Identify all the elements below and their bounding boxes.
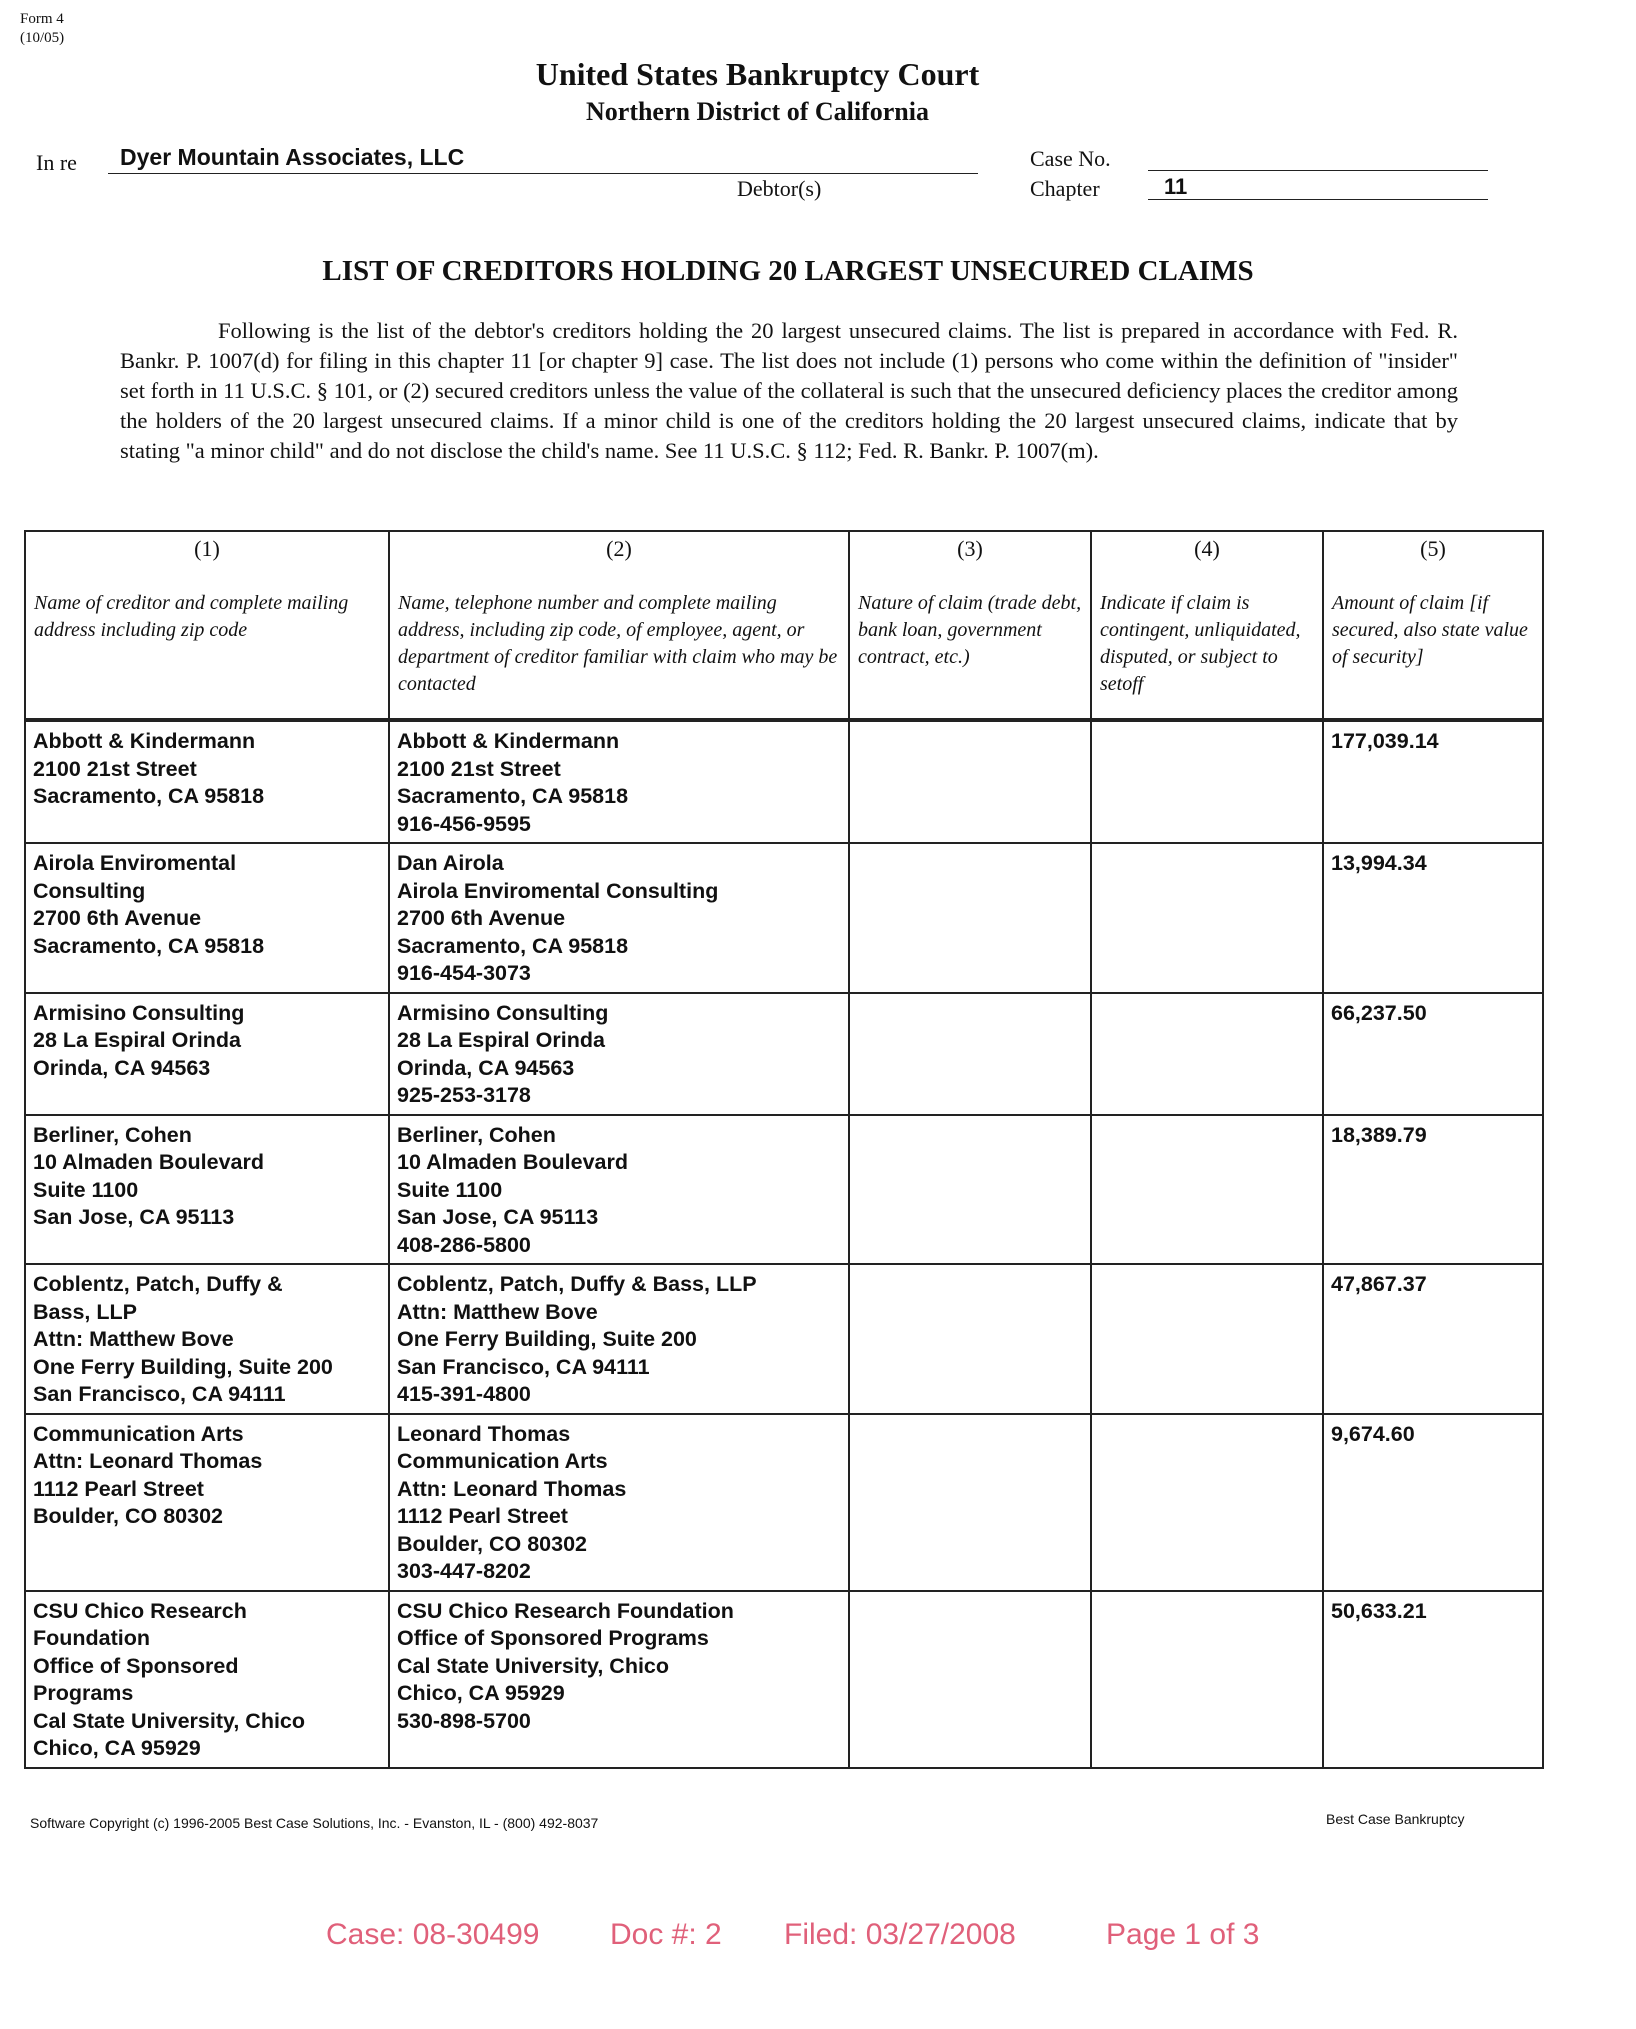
table-row xyxy=(25,720,1543,843)
column-header-4 xyxy=(1091,531,1323,720)
nature-cell xyxy=(849,1414,1091,1591)
creditor-cell: Coblentz, Patch, Duffy & Bass, LLP Attn: Matthew Bove One Ferry Building, Suite 200 San Francisco, CA 94111 xyxy=(25,1264,389,1414)
software-copyright: Software Copyright (c) 1996-2005 Best Case Solutions, Inc. - Evanston, IL - (800) 492-8037 xyxy=(30,1815,599,1831)
contact-cell: CSU Chico Research Foundation Office of Sponsored Programs Cal State University, Chico Chico, CA 95929 530-898-5700 xyxy=(389,1591,849,1768)
column-number: (1) xyxy=(194,536,220,561)
table-row xyxy=(25,1414,1543,1591)
creditor-cell: Communication Arts Attn: Leonard Thomas 1112 Pearl Street Boulder, CO 80302 xyxy=(25,1414,389,1591)
indicator-cell xyxy=(1091,1414,1323,1591)
case-number-label: Case No. xyxy=(1030,146,1111,171)
nature-cell xyxy=(849,1264,1091,1414)
amount-cell: 66,237.50 xyxy=(1323,993,1543,1115)
stamp-case-number: Case: 08-30499 xyxy=(326,1918,540,1951)
column-number: (3) xyxy=(957,536,983,561)
indicator-cell xyxy=(1091,993,1323,1115)
amount-cell: 50,633.21 xyxy=(1323,1591,1543,1768)
amount-cell: 9,674.60 xyxy=(1323,1414,1543,1591)
indicator-cell xyxy=(1091,1115,1323,1265)
column-number: (4) xyxy=(1194,536,1220,561)
contact-cell: Leonard Thomas Communication Arts Attn: Leonard Thomas 1112 Pearl Street Boulder, CO 80302 303-447-8202 xyxy=(389,1414,849,1591)
column-label: Name, telephone number and complete mailing address, including zip code, of employee, agent, or department of creditor familiar with claim who may be contacted xyxy=(398,592,838,695)
list-title: LIST OF CREDITORS HOLDING 20 LARGEST UNSECURED CLAIMS xyxy=(322,255,1254,287)
in-re-label: In re xyxy=(36,150,77,175)
form-identifier xyxy=(20,10,64,48)
indicator-cell xyxy=(1091,720,1323,843)
table-row xyxy=(25,1264,1543,1414)
amount-cell: 47,867.37 xyxy=(1323,1264,1543,1414)
column-header-1 xyxy=(25,531,389,720)
contact-cell: Abbott & Kindermann 2100 21st Street Sacramento, CA 95818 916-456-9595 xyxy=(389,720,849,843)
column-header-5 xyxy=(1323,531,1543,720)
column-number: (5) xyxy=(1420,536,1446,561)
indicator-cell xyxy=(1091,1591,1323,1768)
table-row xyxy=(25,1115,1543,1265)
column-label: Indicate if claim is contingent, unliquidated, disputed, or subject to setoff xyxy=(1100,592,1301,695)
table-row xyxy=(25,1591,1543,1768)
footer-brand: Best Case Bankruptcy xyxy=(1326,1811,1465,1827)
chapter-field: 11 xyxy=(1148,174,1488,200)
stamp-page-number: Page 1 of 3 xyxy=(1106,1918,1260,1951)
nature-cell xyxy=(849,993,1091,1115)
creditor-cell: Berliner, Cohen 10 Almaden Boulevard Suite 1100 San Jose, CA 95113 xyxy=(25,1115,389,1265)
creditor-cell: Airola Enviromental Consulting 2700 6th Avenue Sacramento, CA 95818 xyxy=(25,843,389,993)
case-number-field xyxy=(1148,168,1488,171)
column-header-2 xyxy=(389,531,849,720)
stamp-doc-number: Doc #: 2 xyxy=(610,1918,722,1951)
nature-cell xyxy=(849,720,1091,843)
contact-cell: Coblentz, Patch, Duffy & Bass, LLP Attn: Matthew Bove One Ferry Building, Suite 200 San Francisco, CA 94111 415-391-4800 xyxy=(389,1264,849,1414)
amount-cell: 18,389.79 xyxy=(1323,1115,1543,1265)
indicator-cell xyxy=(1091,843,1323,993)
creditor-cell: Armisino Consulting 28 La Espiral Orinda Orinda, CA 94563 xyxy=(25,993,389,1115)
table-header-row xyxy=(25,531,1543,720)
nature-cell xyxy=(849,1115,1091,1265)
creditor-cell: Abbott & Kindermann 2100 21st Street Sacramento, CA 95818 xyxy=(25,720,389,843)
contact-cell: Dan Airola Airola Enviromental Consulting 2700 6th Avenue Sacramento, CA 95818 916-454-3073 xyxy=(389,843,849,993)
creditors-table xyxy=(24,530,1544,1769)
column-header-3 xyxy=(849,531,1091,720)
court-district: Northern District of California xyxy=(586,97,929,126)
contact-cell: Berliner, Cohen 10 Almaden Boulevard Suite 1100 San Jose, CA 95113 408-286-5800 xyxy=(389,1115,849,1265)
intro-paragraph: Following is the list of the debtor's creditors holding the 20 largest unsecured claims. The list is prepared in accordance with Fed. R. Bankr. P. 1007(d) for filing in this chapter 11 [or chapter 9] case. The list does not include (1) persons who come within the definition of "insider" set forth in 11 U.S.C. § 101, or (2) secured creditors unless the value of the collateral is such that the unsecured deficiency places the creditor among the holders of the 20 largest unsecured claims. If a minor child is one of the creditors holding the 20 largest unsecured claims, indicate that by stating "a minor child" and do not disclose the child's name. See 11 U.S.C. § 112; Fed. R. Bankr. P. 1007(m). xyxy=(120,318,1458,463)
indicator-cell xyxy=(1091,1264,1323,1414)
form-revision: (10/05) xyxy=(20,30,65,46)
nature-cell xyxy=(849,843,1091,993)
court-title: United States Bankruptcy Court xyxy=(535,56,980,92)
form-number: Form 4 xyxy=(20,11,64,27)
contact-cell: Armisino Consulting 28 La Espiral Orinda Orinda, CA 94563 925-253-3178 xyxy=(389,993,849,1115)
table-row xyxy=(25,993,1543,1115)
debtor-label: Debtor(s) xyxy=(737,176,822,201)
chapter-label: Chapter xyxy=(1030,176,1100,201)
nature-cell xyxy=(849,1591,1091,1768)
column-label: Name of creditor and complete mailing address including zip code xyxy=(34,592,349,641)
debtor-name-field: Dyer Mountain Associates, LLC xyxy=(108,144,978,174)
column-number: (2) xyxy=(606,536,632,561)
amount-cell: 13,994.34 xyxy=(1323,843,1543,993)
column-label: Nature of claim (trade debt, bank loan, government contract, etc.) xyxy=(858,592,1082,668)
creditor-cell: CSU Chico Research Foundation Office of Sponsored Programs Cal State University, Chico Chico, CA 95929 xyxy=(25,1591,389,1768)
stamp-filed-date: Filed: 03/27/2008 xyxy=(784,1918,1016,1951)
amount-cell: 177,039.14 xyxy=(1323,720,1543,843)
column-label: Amount of claim [if secured, also state value of security] xyxy=(1332,592,1528,668)
table-row xyxy=(25,843,1543,993)
